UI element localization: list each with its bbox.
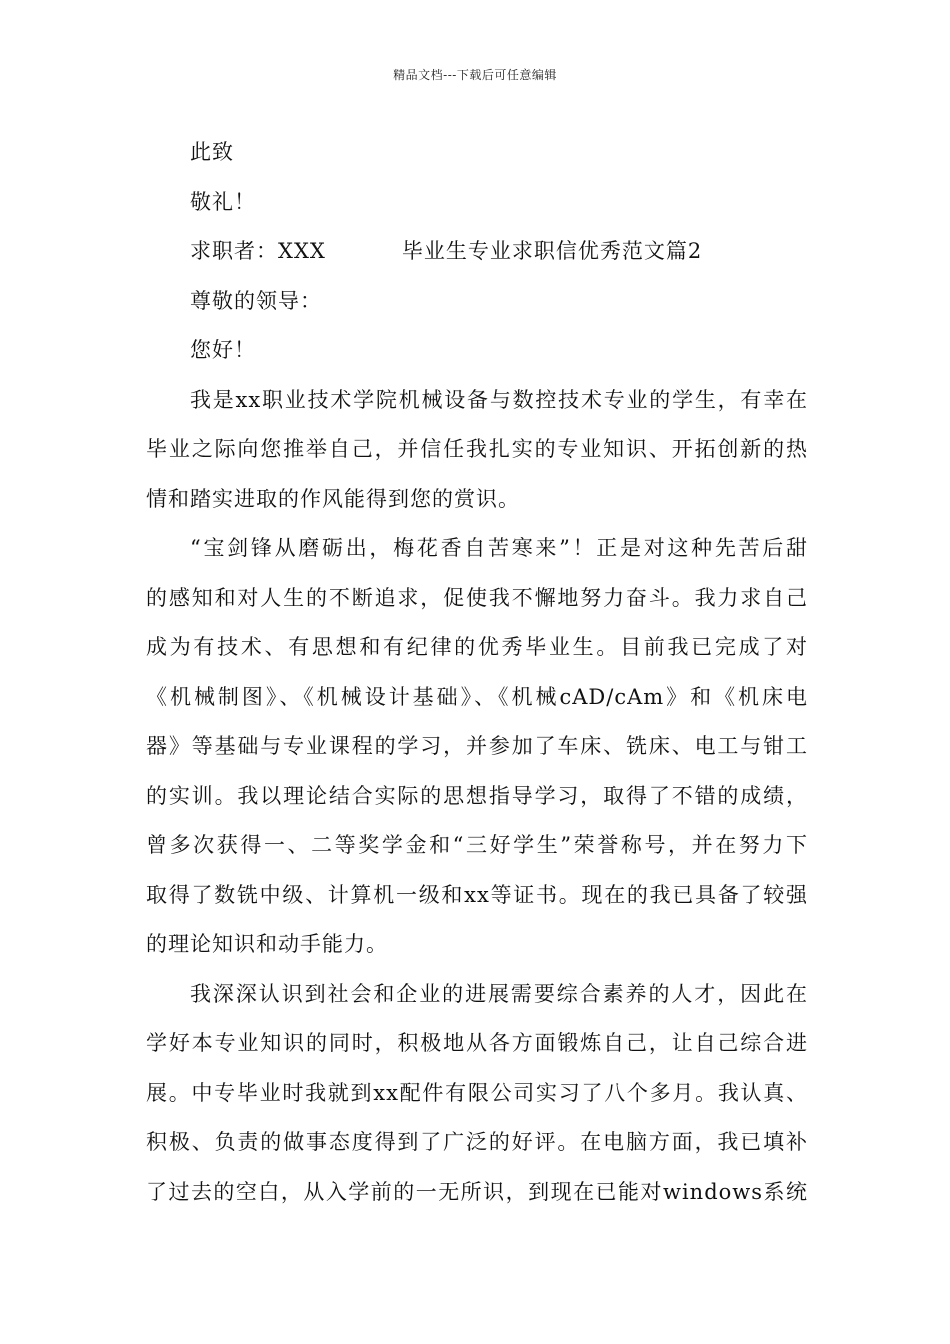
paragraph-line: 我是xx职业技术学院机械设备与数控技术专业的学生，有幸在 <box>190 387 808 412</box>
paragraph-line: 取得了数铣中级、计算机一级和xx等证书。现在的我已具备了较强 <box>146 882 808 907</box>
paragraph-line: “宝剑锋从磨砺出，梅花香自苦寒来”！正是对这种先苦后甜 <box>190 536 808 560</box>
paragraph-line: 的感知和对人生的不断追求，促使我不懈地努力奋斗。我力求自己 <box>146 585 808 610</box>
next-letter-title: 毕业生专业求职信优秀范文篇2 <box>401 239 703 263</box>
paragraph-line: 成为有技术、有思想和有纪律的优秀毕业生。目前我已完成了对 <box>146 635 808 659</box>
paragraph-line: 《机械制图》、《机械设计基础》、《机械cAD/cAm》和《机床电 <box>146 684 808 709</box>
page-header: 精品文档---下载后可任意编辑 <box>393 68 557 82</box>
applicant-line <box>146 227 808 277</box>
paragraph-3 <box>146 970 808 1218</box>
paragraph-line: 曾多次获得一、二等奖学金和“三好学生”荣誉称号，并在努力下 <box>146 833 808 857</box>
closing-line-1: 此致 <box>190 140 234 164</box>
applicant-signature: 求职者：XXX <box>190 239 326 263</box>
paragraph-line: 学好本专业知识的同时，积极地从各方面锻炼自己，让自己综合进 <box>146 1031 808 1055</box>
paragraph-line: 情和踏实进取的作风能得到您的赏识。 <box>146 486 520 511</box>
paragraph-line: 的实训。我以理论结合实际的思想指导学习，取得了不错的成绩， <box>146 783 808 808</box>
paragraph-line: 毕业之际向您推举自己，并信任我扎实的专业知识、开拓创新的热 <box>146 437 808 461</box>
greeting-hello: 您好！ <box>190 338 256 362</box>
letter-body <box>146 128 808 1217</box>
paragraph-2 <box>146 524 808 970</box>
paragraph-line: 我深深认识到社会和企业的进展需要综合素养的人才，因此在 <box>190 981 808 1006</box>
salutation: 尊敬的领导： <box>190 288 322 313</box>
paragraph-line: 的理论知识和动手能力。 <box>146 932 388 956</box>
paragraph-1 <box>146 376 808 525</box>
paragraph-line: 展。中专毕业时我就到xx配件有限公司实习了八个多月。我认真、 <box>146 1080 808 1105</box>
paragraph-line: 积极、负责的做事态度得到了广泛的好评。在电脑方面，我已填补 <box>146 1130 808 1154</box>
closing-line-2: 敬礼！ <box>190 189 256 214</box>
paragraph-line: 了过去的空白，从入学前的一无所识，到现在已能对windows系统 <box>146 1179 808 1204</box>
paragraph-line: 器》等基础与专业课程的学习，并参加了车床、铣床、电工与钳工 <box>146 734 808 758</box>
